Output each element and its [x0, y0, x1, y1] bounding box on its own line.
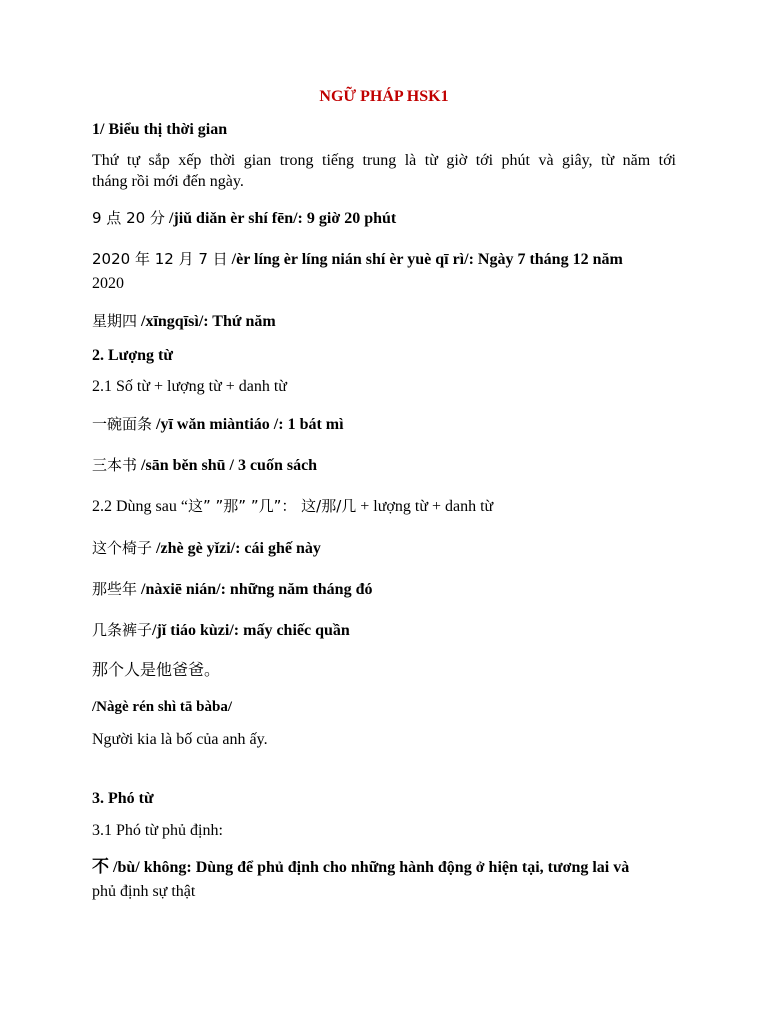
example-this-chair — [92, 537, 321, 560]
section-3-1-heading: 3.1 Phó từ phủ định: — [92, 822, 223, 839]
section-2-1-rule: 2.1 Số từ + lượng từ + danh từ — [92, 378, 287, 395]
example-time — [92, 207, 396, 230]
example-date — [92, 248, 623, 271]
example-bowl-noodles — [92, 413, 344, 436]
example-those-years-chinese: 那些年 — [92, 580, 138, 598]
example-date-chinese: 2020 年 12 月 7 日 — [92, 250, 228, 268]
example-weekday-text: /xīngqīsì/: Thứ năm — [137, 313, 276, 330]
example-weekday — [92, 310, 276, 333]
example-pants-chinese: 几条裤子 — [92, 621, 153, 639]
adverb-bu-chinese: 不 — [92, 857, 109, 877]
section-2-2-prefix: 2.2 Dùng sau “ — [92, 498, 188, 515]
adverb-bu-definition-continued: phủ định sự thật — [92, 883, 196, 900]
example-time-chinese: 9 点 20 分 — [92, 209, 165, 227]
section-1-intro-line-1: Thứ tự sắp xếp thời gian trong tiếng trung là từ giờ tới phút và giây, từ năm tới — [92, 152, 676, 169]
example-this-chair-text: /zhè gè yǐzi/: cái ghế này — [152, 540, 321, 557]
example-sentence-pinyin: /Nàgè rén shì tā bàba/ — [92, 699, 233, 715]
example-date-text: /èr líng èr líng nián shí èr yuè qī rì/: Ngày 7 tháng 12 năm — [227, 251, 623, 268]
section-2-2-suffix: + lượng từ + danh từ — [356, 498, 494, 515]
example-this-chair-chinese: 这个椅子 — [92, 539, 153, 557]
document-title: NGỮ PHÁP HSK1 — [319, 88, 449, 105]
section-2-2-rule — [92, 495, 493, 518]
example-three-books-chinese: 三本书 — [92, 456, 138, 474]
example-three-books — [92, 454, 317, 477]
section-2-2-chinese: 这” ”那” ”几”： 这/那/几 — [187, 497, 357, 515]
example-weekday-chinese: 星期四 — [92, 312, 138, 330]
example-three-books-text: /sān běn shū / 3 cuốn sách — [137, 457, 318, 474]
example-pants-text: /jǐ tiáo kùzi/: mấy chiếc quần — [152, 622, 350, 639]
adverb-bu-text: /bù/ không: Dùng để phủ định cho những hành động ở hiện tại, tương lai và — [109, 859, 630, 876]
example-date-continued: 2020 — [92, 275, 124, 292]
example-pants — [92, 619, 350, 642]
section-1-intro-line-2: tháng rồi mới đến ngày. — [92, 173, 244, 190]
example-sentence-chinese: 那个人是他爸爸。 — [92, 660, 221, 679]
example-bowl-noodles-text: /yī wǎn miàntiáo /: 1 bát mì — [152, 416, 344, 433]
example-time-text: /jiǔ diǎn èr shí fēn/: 9 giờ 20 phút — [164, 210, 397, 227]
example-those-years — [92, 578, 372, 601]
section-2-heading: 2. Lượng từ — [92, 347, 173, 364]
adverb-bu-definition — [92, 856, 629, 879]
example-those-years-text: /nàxiē nián/: những năm tháng đó — [137, 581, 373, 598]
section-3-heading: 3. Phó từ — [92, 790, 154, 807]
example-bowl-noodles-chinese: 一碗面条 — [92, 415, 153, 433]
example-sentence-translation: Người kia là bố của anh ấy. — [92, 731, 268, 748]
section-1-heading: 1/ Biểu thị thời gian — [92, 121, 228, 138]
